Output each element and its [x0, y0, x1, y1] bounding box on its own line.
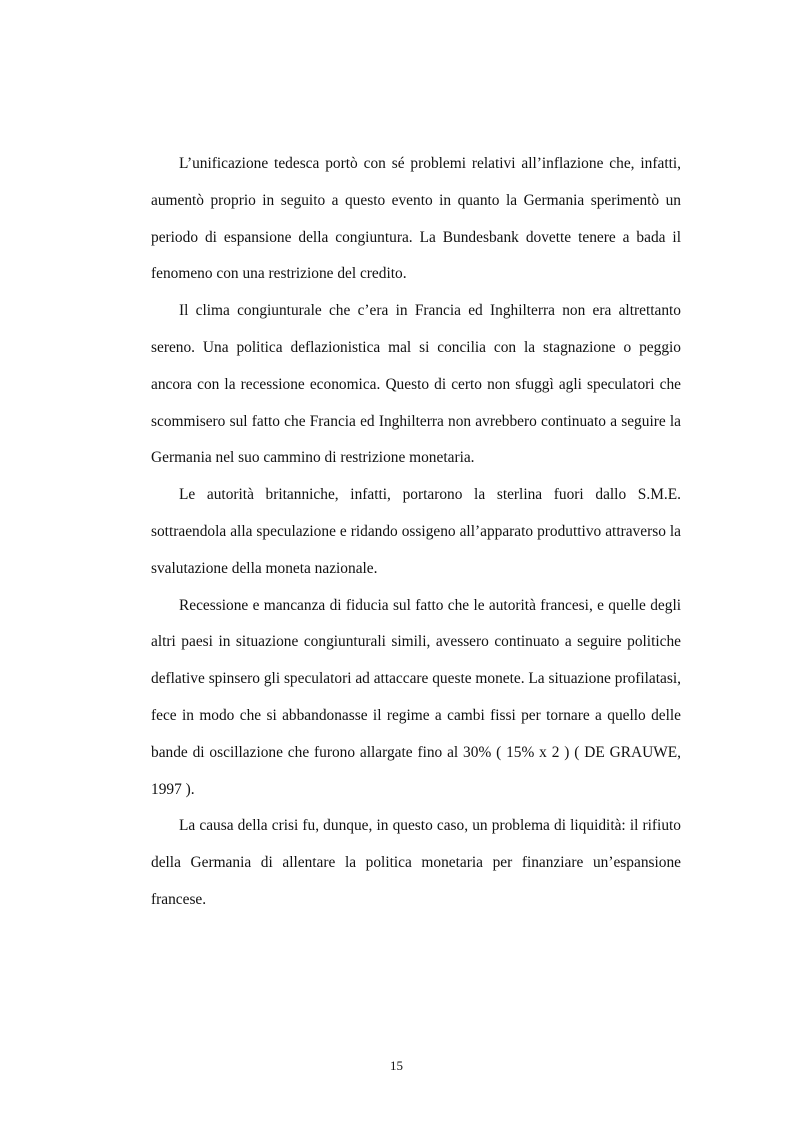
paragraph-france-england-climate: Il clima congiunturale che c’era in Francia ed Inghilterra non era altrettanto sereno. Una politica deflazionistica mal si concilia con la stagnazione o peggio ancora con la recessione economica. Questo di certo non sfuggì agli speculatori che scommisero sul fatto che Francia ed Inghilterra non avrebbero continuato a seguire la Germania nel suo cammino di restrizione monetaria.: [151, 302, 681, 467]
paragraph-german-unification: L’unificazione tedesca portò con sé problemi relativi all’inflazione che, infatti, aumentò proprio in seguito a questo evento in quanto la Germania sperimentò un periodo di espansione della congiuntura. La Bundesbank dovette tenere a bada il fenomeno con una restrizione del credito.: [151, 155, 681, 283]
page-number: 15: [390, 1058, 403, 1073]
body-text: [151, 146, 681, 919]
paragraph-liquidity-crisis: La causa della crisi fu, dunque, in questo caso, un problema di liquidità: il rifiuto della Germania di allentare la politica monetaria per finanziare un’espansione francese.: [151, 817, 681, 908]
paragraph-british-authorities: Le autorità britanniche, infatti, portarono la sterlina fuori dallo S.M.E. sottraendola alla speculazione e ridando ossigeno all’apparato produttivo attraverso la svalutazione della moneta nazionale.: [151, 486, 681, 577]
paragraph-recession-speculation: Recessione e mancanza di fiducia sul fatto che le autorità francesi, e quelle degli altri paesi in situazione congiunturali simili, avessero continuato a seguire politiche deflative spinsero gli speculatori ad attaccare queste monete. La situazione profilatasi, fece in modo che si abbandonasse il regime a cambi fissi per tornare a quello delle bande di oscillazione che furono allargate fino al 30% ( 15% x 2 ) ( DE GRAUWE, 1997 ).: [151, 596, 681, 798]
